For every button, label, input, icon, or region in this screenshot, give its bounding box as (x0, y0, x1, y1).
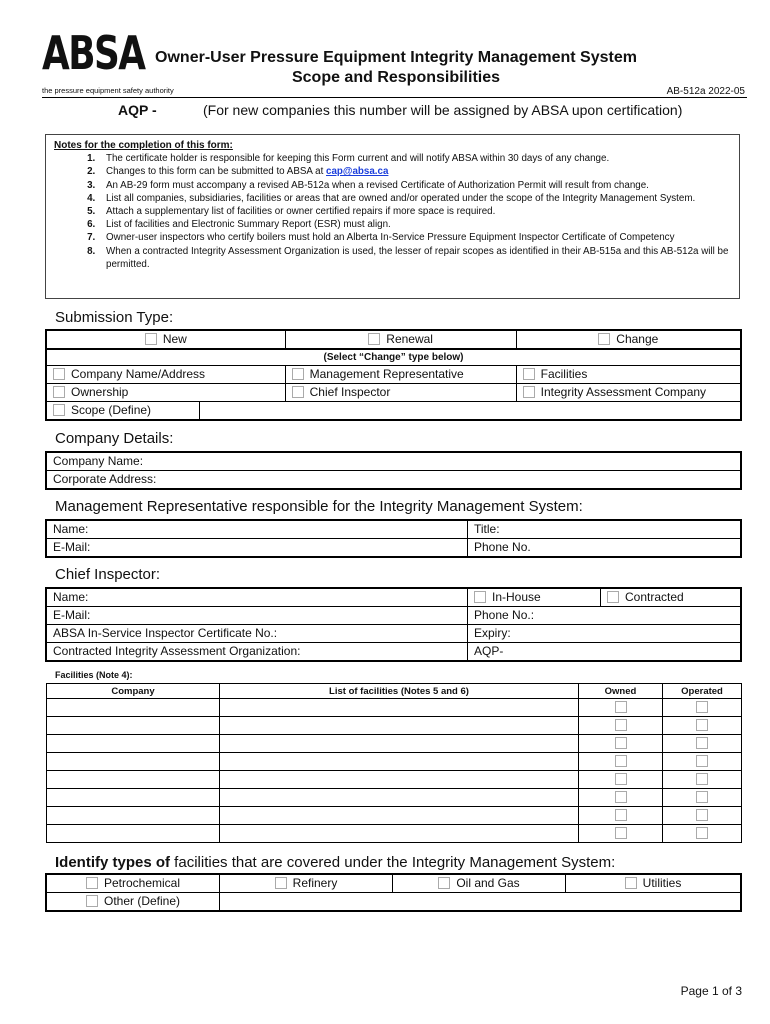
mgmt-phone-field[interactable]: Phone No. (468, 539, 742, 558)
org-aqp-field[interactable]: AQP- (468, 643, 742, 662)
company-cell[interactable] (47, 699, 220, 717)
option-oil-and-gas[interactable]: Oil and Gas (393, 874, 566, 893)
owned-cell (579, 753, 663, 771)
owned-cell (579, 735, 663, 753)
cert-expiry-field[interactable]: Expiry: (468, 625, 742, 643)
checkbox[interactable] (145, 333, 157, 345)
note-item: 8. When a contracted Integrity Assessment Organization is used, the lesser of repair scopes as identified in their AB-515a and this AB-512a will be permitted. (98, 245, 731, 271)
operated-cell (663, 771, 742, 789)
option-chief-inspector[interactable]: Chief Inspector (285, 384, 516, 402)
company-cell[interactable] (47, 753, 220, 771)
table-row (47, 771, 742, 789)
option-contracted[interactable]: Contracted (601, 588, 742, 607)
owned-checkbox[interactable] (615, 719, 627, 731)
absa-logo (42, 26, 174, 96)
header-divider (42, 97, 747, 98)
submission-type-table (45, 329, 742, 421)
operated-cell (663, 789, 742, 807)
checkbox[interactable] (625, 877, 637, 889)
owned-checkbox[interactable] (615, 755, 627, 767)
note-item: 4. List all companies, subsidiaries, facilities or areas that are owned and/or operated under the scope of the Integrity Management System. (98, 192, 731, 205)
aqp-label: AQP - (118, 102, 157, 118)
scope-define-field[interactable] (200, 402, 742, 421)
chief-name-field[interactable]: Name: (46, 588, 468, 607)
checkbox[interactable] (438, 877, 450, 889)
corporate-address-field[interactable]: Corporate Address: (46, 471, 741, 490)
company-cell[interactable] (47, 717, 220, 735)
form-number: AB-512a 2022-05 (666, 86, 745, 97)
title-line-2: Scope and Responsibilities (291, 69, 501, 86)
operated-checkbox[interactable] (696, 809, 708, 821)
operated-cell (663, 717, 742, 735)
company-cell[interactable] (47, 789, 220, 807)
mgmt-name-field[interactable]: Name: (46, 520, 468, 539)
table-row (47, 825, 742, 843)
operated-checkbox[interactable] (696, 755, 708, 767)
select-change-note: (Select “Change” type below) (46, 349, 741, 366)
company-details-table (45, 451, 742, 490)
checkbox[interactable] (53, 368, 65, 380)
checkbox[interactable] (275, 877, 287, 889)
note-item: 7. Owner-user inspectors who certify boilers must hold an Alberta In-Service Pressure Equipment Inspector Certificate of Competency (98, 231, 731, 244)
facility-cell[interactable] (220, 735, 579, 753)
company-name-field[interactable]: Company Name: (46, 452, 741, 471)
note-item: 2. Changes to this form can be submitted to ABSA at cap@absa.ca (98, 165, 731, 178)
owned-checkbox[interactable] (615, 809, 627, 821)
note-item: 6. List of facilities and Electronic Summary Report (ESR) must align. (98, 218, 731, 231)
notes-title: Notes for the completion of this form: (54, 140, 233, 151)
facility-types-table (45, 873, 742, 912)
option-company-name-address[interactable]: Company Name/Address (46, 366, 285, 384)
note-item: 5. Attach a supplementary list of facilities or owner certified repairs if more space is required. (98, 205, 731, 218)
checkbox[interactable] (598, 333, 610, 345)
checkbox[interactable] (292, 368, 304, 380)
option-renewal[interactable]: Renewal (285, 330, 516, 349)
aqp-note: (For new companies this number will be assigned by ABSA upon certification) (203, 102, 683, 118)
owned-cell (579, 771, 663, 789)
operated-cell (663, 753, 742, 771)
table-row (47, 753, 742, 771)
facility-cell[interactable] (220, 717, 579, 735)
option-utilities[interactable]: Utilities (566, 874, 742, 893)
note-item: 3. An AB-29 form must accompany a revised AB-512a when a revised Certificate of Authorization Permit will result from change. (98, 179, 731, 192)
option-integrity-company[interactable]: Integrity Assessment Company (516, 384, 741, 402)
owned-cell (579, 717, 663, 735)
company-cell[interactable] (47, 771, 220, 789)
operated-checkbox[interactable] (696, 737, 708, 749)
facility-cell[interactable] (220, 807, 579, 825)
facility-cell[interactable] (220, 771, 579, 789)
title-line-1: Owner-User Pressure Equipment Integrity Management System (155, 49, 637, 66)
checkbox[interactable] (86, 895, 98, 907)
table-row (47, 717, 742, 735)
facilities-heading: Facilities (Note 4): (55, 670, 133, 680)
option-facilities[interactable]: Facilities (516, 366, 741, 384)
operated-checkbox[interactable] (696, 791, 708, 803)
checkbox[interactable] (86, 877, 98, 889)
operated-checkbox[interactable] (696, 719, 708, 731)
company-cell[interactable] (47, 825, 220, 843)
management-rep-table (45, 519, 742, 558)
table-row (47, 807, 742, 825)
facility-cell[interactable] (220, 789, 579, 807)
owned-cell (579, 789, 663, 807)
owned-cell (579, 825, 663, 843)
operated-cell (663, 807, 742, 825)
table-row (47, 789, 742, 807)
owned-checkbox[interactable] (615, 737, 627, 749)
facility-types-heading: Identify types of facilities that are covered under the Integrity Management System: (55, 854, 616, 871)
facility-cell[interactable] (220, 699, 579, 717)
notes-box (45, 134, 740, 299)
note-item: 1. The certificate holder is responsible for keeping this Form current and will notify ABSA within 30 days of any change. (98, 152, 731, 165)
operated-cell (663, 825, 742, 843)
chief-inspector-table (45, 587, 742, 662)
checkbox[interactable] (53, 386, 65, 398)
contracted-org-field[interactable]: Contracted Integrity Assessment Organization: (46, 643, 468, 662)
table-row (47, 735, 742, 753)
owned-checkbox[interactable] (615, 773, 627, 785)
option-in-house[interactable]: In-House (468, 588, 601, 607)
operated-checkbox[interactable] (696, 827, 708, 839)
chief-email-field[interactable]: E-Mail: (46, 607, 468, 625)
option-scope[interactable]: Scope (Define) (46, 402, 200, 421)
option-change[interactable]: Change (516, 330, 741, 349)
checkbox[interactable] (474, 591, 486, 603)
owned-checkbox[interactable] (615, 827, 627, 839)
mgmt-email-field[interactable]: E-Mail: (46, 539, 468, 558)
submission-type-heading: Submission Type: (55, 309, 174, 326)
facility-cell[interactable] (220, 753, 579, 771)
option-management-rep[interactable]: Management Representative (285, 366, 516, 384)
management-rep-heading: Management Representative responsible for the Integrity Management System: (55, 498, 583, 515)
col-list-of-facilities: List of facilities (Notes 5 and 6) (220, 684, 579, 699)
notes-list (54, 152, 731, 271)
email-link[interactable]: cap@absa.ca (326, 166, 389, 178)
company-details-heading: Company Details: (55, 430, 174, 447)
table-row (47, 699, 742, 717)
operated-checkbox[interactable] (696, 701, 708, 713)
operated-checkbox[interactable] (696, 773, 708, 785)
option-ownership[interactable]: Ownership (46, 384, 285, 402)
logo-tagline: the pressure equipment safety authority (42, 86, 174, 95)
checkbox[interactable] (523, 368, 535, 380)
operated-cell (663, 735, 742, 753)
col-operated: Operated (663, 684, 742, 699)
mgmt-title-field[interactable]: Title: (468, 520, 742, 539)
option-refinery[interactable]: Refinery (220, 874, 393, 893)
checkbox[interactable] (53, 404, 65, 416)
facility-cell[interactable] (220, 825, 579, 843)
chief-inspector-heading: Chief Inspector: (55, 566, 161, 583)
col-owned: Owned (579, 684, 663, 699)
company-cell[interactable] (47, 735, 220, 753)
option-new[interactable]: New (46, 330, 285, 349)
facilities-table (46, 683, 742, 843)
logo-wordmark: ABSA (42, 26, 145, 80)
checkbox[interactable] (607, 591, 619, 603)
checkbox[interactable] (523, 386, 535, 398)
form-title (130, 48, 662, 88)
checkbox[interactable] (292, 386, 304, 398)
owned-checkbox[interactable] (615, 701, 627, 713)
owned-cell (579, 699, 663, 717)
other-define-field[interactable] (220, 893, 742, 912)
col-company: Company (47, 684, 220, 699)
company-cell[interactable] (47, 807, 220, 825)
checkbox[interactable] (368, 333, 380, 345)
option-other[interactable]: Other (Define) (46, 893, 220, 912)
page-number: Page 1 of 3 (680, 984, 742, 998)
chief-phone-field[interactable]: Phone No.: (468, 607, 742, 625)
option-petrochemical[interactable]: Petrochemical (46, 874, 220, 893)
operated-cell (663, 699, 742, 717)
owned-checkbox[interactable] (615, 791, 627, 803)
owned-cell (579, 807, 663, 825)
inspector-cert-field[interactable]: ABSA In-Service Inspector Certificate No.: (46, 625, 468, 643)
